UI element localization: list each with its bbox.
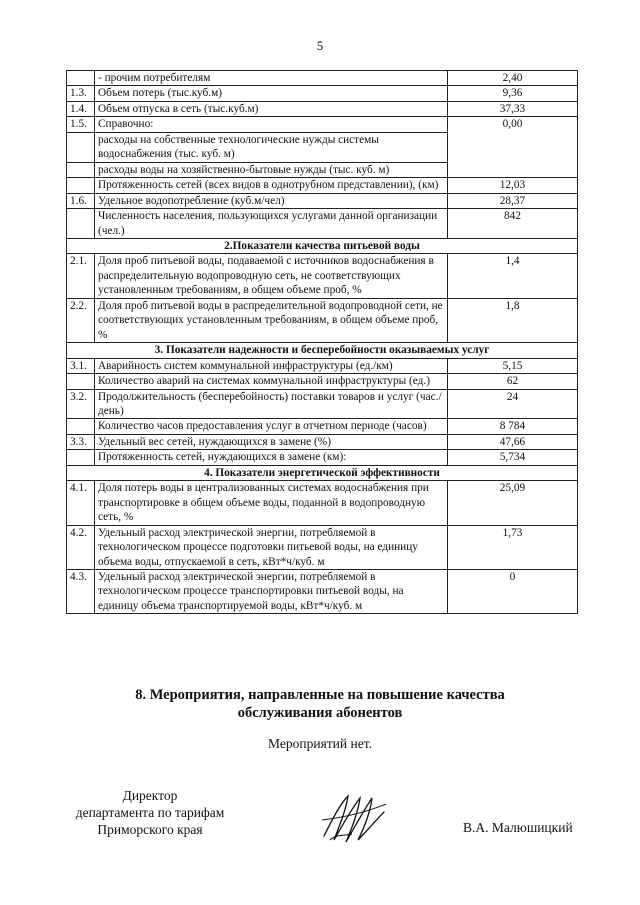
section-8-title-line2: обслуживания абонентов: [237, 705, 403, 722]
row-value: 8 784: [448, 419, 578, 434]
table-row: [67, 450, 578, 465]
row-number: [67, 209, 95, 239]
row-number: [67, 374, 95, 389]
row-value: 1,8: [448, 298, 578, 342]
row-number: 4.1.: [67, 481, 95, 525]
row-number: 3.1.: [67, 358, 95, 373]
position-line-1: Директор: [122, 788, 178, 803]
table-row: [67, 481, 578, 525]
table-row: [67, 71, 578, 86]
row-value: 2,40: [448, 71, 578, 86]
row-number: 2.1.: [67, 254, 95, 298]
table-row: [67, 419, 578, 434]
row-value: 0: [448, 569, 578, 613]
indicators-table: [66, 70, 578, 614]
row-label: Удельный вес сетей, нуждающихся в замене (%): [95, 434, 448, 449]
row-label: расходы воды на хозяйственно-бытовые нужды (тыс. куб. м): [95, 162, 448, 177]
row-label: Количество аварий на системах коммунальной инфраструктуры (ед.): [95, 374, 448, 389]
row-label: Доля проб питьевой воды в распределительной водопроводной сети, не соответствующих установленным требованиям, в общем объеме проб, %: [95, 298, 448, 342]
row-number: 1.6.: [67, 193, 95, 208]
row-label: Доля потерь воды в централизованных системах водоснабжения при транспортировке в общем объеме воды, поданной в водопроводную сеть, %: [95, 481, 448, 525]
table-row: [67, 209, 578, 239]
row-label: Продолжительность (бесперебойность) поставки товаров и услуг (час./день): [95, 389, 448, 419]
row-label: Удельное водопотребление (куб.м/чел): [95, 193, 448, 208]
row-value: 25,09: [448, 481, 578, 525]
table-row: [67, 389, 578, 419]
section-title: 2.Показатели качества питьевой воды: [67, 238, 578, 253]
position-line-3: Приморского края: [97, 821, 203, 837]
row-number: 1.5.: [67, 117, 95, 132]
row-value: 9,36: [448, 86, 578, 101]
section-row: [67, 465, 578, 480]
row-value: 37,33: [448, 101, 578, 116]
row-label: Аварийность систем коммунальной инфраструктуры (ед./км): [95, 358, 448, 373]
table-row: [67, 358, 578, 373]
section-8-title-line1: 8. Мероприятия, направленные на повышение качества: [135, 687, 505, 703]
signatory-position: [60, 788, 240, 839]
row-value: 5,734: [448, 450, 578, 465]
row-label: Протяженность сетей (всех видов в однотрубном представлении), (км): [95, 178, 448, 193]
row-number: 1.4.: [67, 101, 95, 116]
row-number: [67, 71, 95, 86]
table-row: [67, 117, 578, 132]
row-label: - прочим потребителям: [95, 71, 448, 86]
row-number: [67, 162, 95, 177]
row-number: 3.2.: [67, 389, 95, 419]
table-row: [67, 525, 578, 569]
row-value: 842: [448, 209, 578, 239]
row-number: 3.3.: [67, 434, 95, 449]
table-row: [67, 434, 578, 449]
row-number: 2.2.: [67, 298, 95, 342]
row-number: [67, 178, 95, 193]
table-row: [67, 254, 578, 298]
row-value: 0,00: [448, 117, 578, 178]
table-row: [67, 569, 578, 613]
row-label: Количество часов предоставления услуг в отчетном периоде (часов): [95, 419, 448, 434]
section-title: 3. Показатели надежности и бесперебойности оказываемых услуг: [67, 343, 578, 358]
row-label: Численность населения, пользующихся услугами данной организации (чел.): [95, 209, 448, 239]
section-8-heading: [0, 686, 640, 722]
section-row: [67, 343, 578, 358]
table-row: [67, 178, 578, 193]
row-value: 12,03: [448, 178, 578, 193]
row-label: Удельный расход электрической энергии, потребляемой в технологическом процессе подготовки питьевой воды, на единицу объема воды, отпускаемой в сеть, кВт*ч/куб. м: [95, 525, 448, 569]
row-number: 4.2.: [67, 525, 95, 569]
row-label: Протяженность сетей, нуждающихся в замене (км):: [95, 450, 448, 465]
row-label: расходы на собственные технологические нужды системы водоснабжения (тыс. куб. м): [95, 132, 448, 162]
row-number: [67, 450, 95, 465]
row-label: Объем потерь (тыс.куб.м): [95, 86, 448, 101]
handwritten-signature: [318, 790, 390, 846]
row-value: 5,15: [448, 358, 578, 373]
table-row: [67, 101, 578, 116]
row-value: 1,73: [448, 525, 578, 569]
row-value: 24: [448, 389, 578, 419]
row-number: 1.3.: [67, 86, 95, 101]
table-row: [67, 374, 578, 389]
table-row: [67, 86, 578, 101]
table-row: [67, 298, 578, 342]
row-number: 4.3.: [67, 569, 95, 613]
row-number: [67, 419, 95, 434]
row-value: 62: [448, 374, 578, 389]
position-line-2: департамента по тарифам: [75, 804, 225, 820]
row-label: Справочно:: [95, 117, 448, 132]
section-row: [67, 238, 578, 253]
row-label: Объем отпуска в сеть (тыс.куб.м): [95, 101, 448, 116]
row-label: Доля проб питьевой воды, подаваемой с источников водоснабжения в распределительную водопроводную сеть, не соответствующих установленным требованиям, в общем объеме проб, %: [95, 254, 448, 298]
row-value: 47,66: [448, 434, 578, 449]
signatory-name: В.А. Малюшицкий: [463, 820, 573, 835]
section-title: 4. Показатели энергетической эффективности: [67, 465, 578, 480]
section-8-body: Мероприятий нет.: [268, 736, 372, 751]
table-row: [67, 193, 578, 208]
row-number: [67, 132, 95, 162]
row-label: Удельный расход электрической энергии, потребляемой в технологическом процессе транспортировки питьевой воды, на единицу объема транспортируемой воды, кВт*ч/куб. м: [95, 569, 448, 613]
page-number: 5: [316, 38, 324, 53]
row-value: 28,37: [448, 193, 578, 208]
row-value: 1,4: [448, 254, 578, 298]
